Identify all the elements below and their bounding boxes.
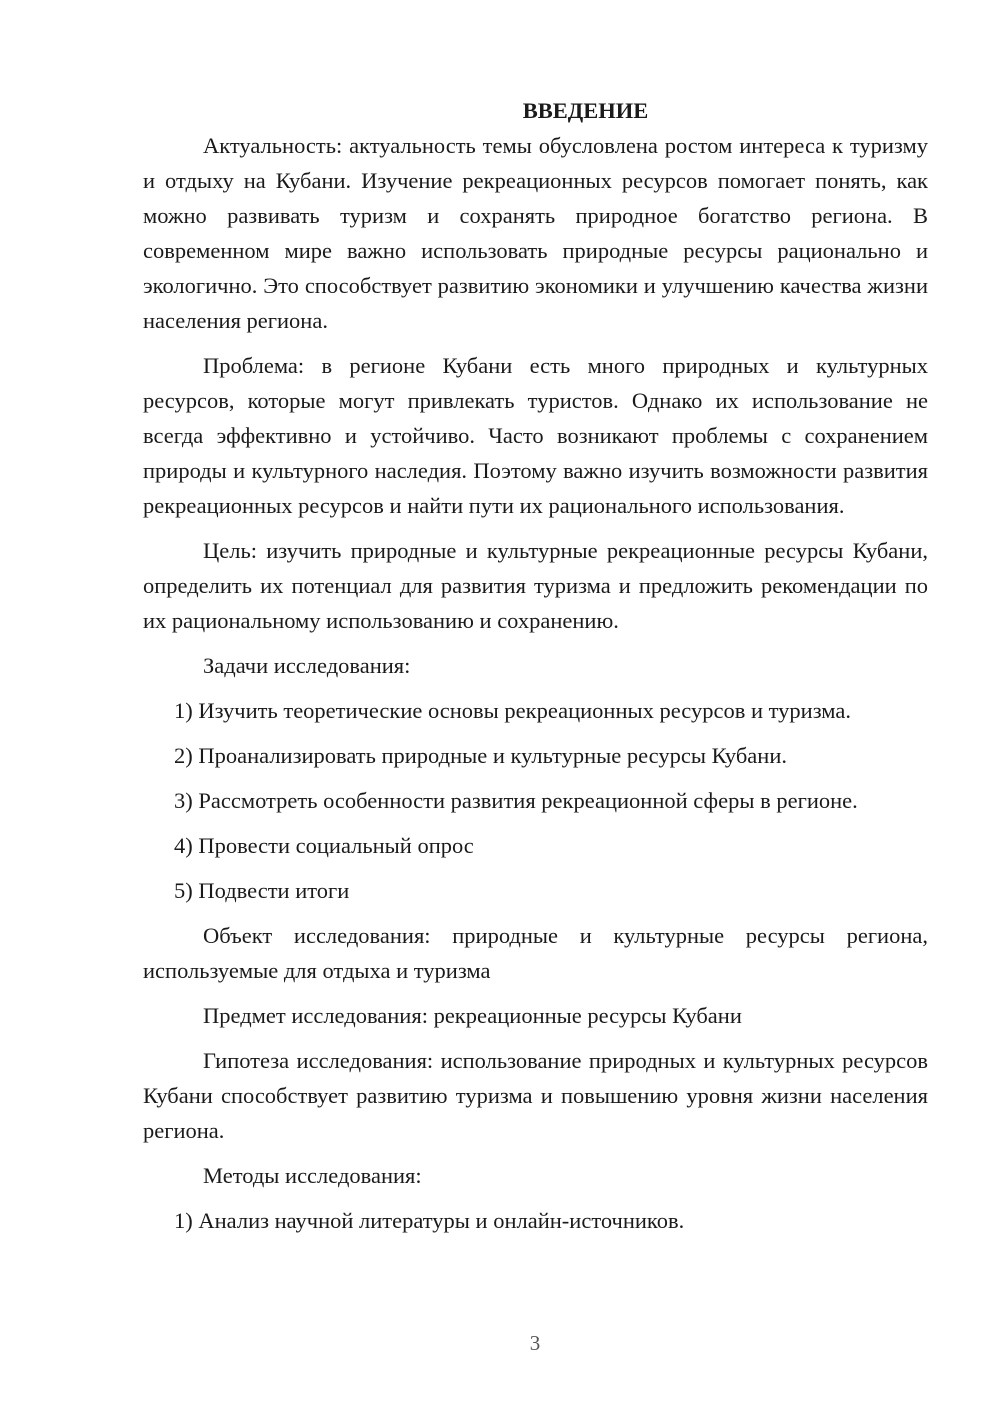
task-item: 4) Провести социальный опрос (174, 833, 474, 858)
object-paragraph: Объект исследования: природные и культурные ресурсы региона, используемые для отдыха и туризма (143, 923, 928, 983)
methods-heading: Методы исследования: (203, 1163, 422, 1188)
task-item: 2) Проанализировать природные и культурные ресурсы Кубани. (174, 743, 787, 768)
relevance-paragraph: Актуальность: актуальность темы обусловлена ростом интереса к туризму и отдыху на Кубани. Изучение рекреационных ресурсов помогает понять, как можно развивать туризм и сохранять природное богатство региона. В современном мире важно использовать природные ресурсы рационально и экологично. Это способствует развитию экономики и улучшению качества жизни населения региона. (143, 133, 928, 333)
goal-paragraph: Цель: изучить природные и культурные рекреационные ресурсы Кубани, определить их потенциал для развития туризма и предложить рекомендации по их рациональному использованию и сохранению. (143, 538, 928, 633)
task-item: 3) Рассмотреть особенности развития рекреационной сферы в регионе. (174, 788, 858, 813)
tasks-heading: Задачи исследования: (203, 653, 411, 678)
task-item: 5) Подвести итоги (174, 878, 350, 903)
page-content (143, 93, 928, 1248)
task-item: 1) Изучить теоретические основы рекреационных ресурсов и туризма. (174, 698, 851, 723)
problem-paragraph: Проблема: в регионе Кубани есть много природных и культурных ресурсов, которые могут привлекать туристов. Однако их использование не всегда эффективно и устойчиво. Часто возникают проблемы с сохранением природы и культурного наследия. Поэтому важно изучить возможности развития рекреационных ресурсов и найти пути их рационального использования. (143, 353, 928, 518)
subject-paragraph: Предмет исследования: рекреационные ресурсы Кубани (203, 1003, 742, 1028)
method-item: 1) Анализ научной литературы и онлайн-источников. (174, 1208, 685, 1233)
hypothesis-paragraph: Гипотеза исследования: использование природных и культурных ресурсов Кубани способствует развитию туризма и повышению уровня жизни населения региона. (143, 1048, 928, 1143)
page-title: ВВЕДЕНИЕ (522, 98, 649, 123)
page-number: 3 (529, 1331, 541, 1355)
